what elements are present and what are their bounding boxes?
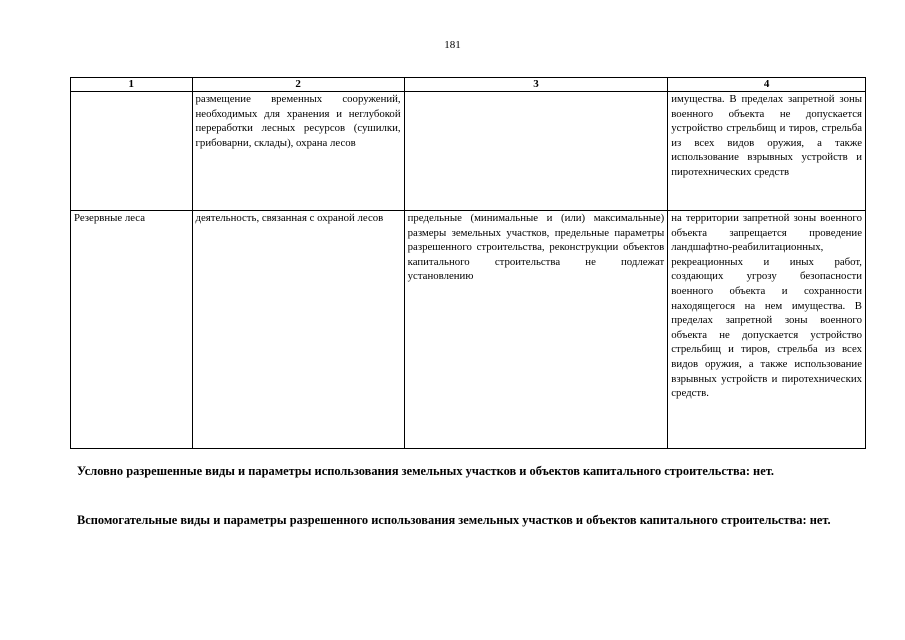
restrictions-text: на территории запретной зоны военного объекта запрещается проведение ландшафтно-реабилитационных, рекреационных и иных работ, создающих угрозу безопасности военного объекта и сохранности находящегося на нем имущества. В пределах запретной зоны военного объекта не допускается устройство стрельбищ и тиров, стрельба из всех видов оружия, а также использование взрывных устройств и пиротехнических средств. bbox=[671, 212, 862, 400]
regulations-table bbox=[70, 77, 866, 449]
conditional-uses-paragraph: Условно разрешенные виды и параметры использования земельных участков и объектов капитального строительства: нет. bbox=[77, 464, 774, 478]
permitted-use-cell bbox=[192, 211, 404, 449]
permitted-use-text: размещение временных сооружений, необходимых для хранения и неглубокой переработки лесных ресурсов (сушилки, грибоварни, склады), охрана лесов bbox=[195, 93, 401, 149]
auxiliary-uses-paragraph: Вспомогательные виды и параметры разрешенного использования земельных участков и объектов капитального строительства: нет. bbox=[77, 513, 831, 527]
column-header-1: 1 bbox=[71, 78, 193, 92]
parameters-text: предельные (минимальные и (или) максимальные) размеры земельных участков, предельные параметры разрешенного строительства, реконструкции объектов капитального строительства не подлежат установлению bbox=[407, 212, 665, 283]
permitted-use-cell bbox=[192, 92, 404, 211]
zone-name-cell bbox=[71, 92, 193, 211]
parameters-cell bbox=[404, 92, 668, 211]
parameters-cell bbox=[404, 211, 668, 449]
table-row bbox=[71, 92, 866, 211]
table-row bbox=[71, 211, 866, 449]
page-number: 181 bbox=[444, 39, 461, 51]
table-header-row bbox=[71, 78, 866, 92]
column-header-4: 4 bbox=[668, 78, 866, 92]
column-header-2: 2 bbox=[192, 78, 404, 92]
permitted-use-text: деятельность, связанная с охраной лесов bbox=[195, 212, 384, 224]
zone-name-cell: Резервные леса bbox=[71, 211, 193, 449]
column-header-3: 3 bbox=[404, 78, 668, 92]
restrictions-cell bbox=[668, 211, 866, 449]
restrictions-cell bbox=[668, 92, 866, 211]
restrictions-text: имущества. В пределах запретной зоны военного объекта не допускается устройство стрельбищ и тиров, стрельба из всех видов оружия, а также использование взрывных устройств и пиротехнических средств bbox=[671, 93, 862, 178]
